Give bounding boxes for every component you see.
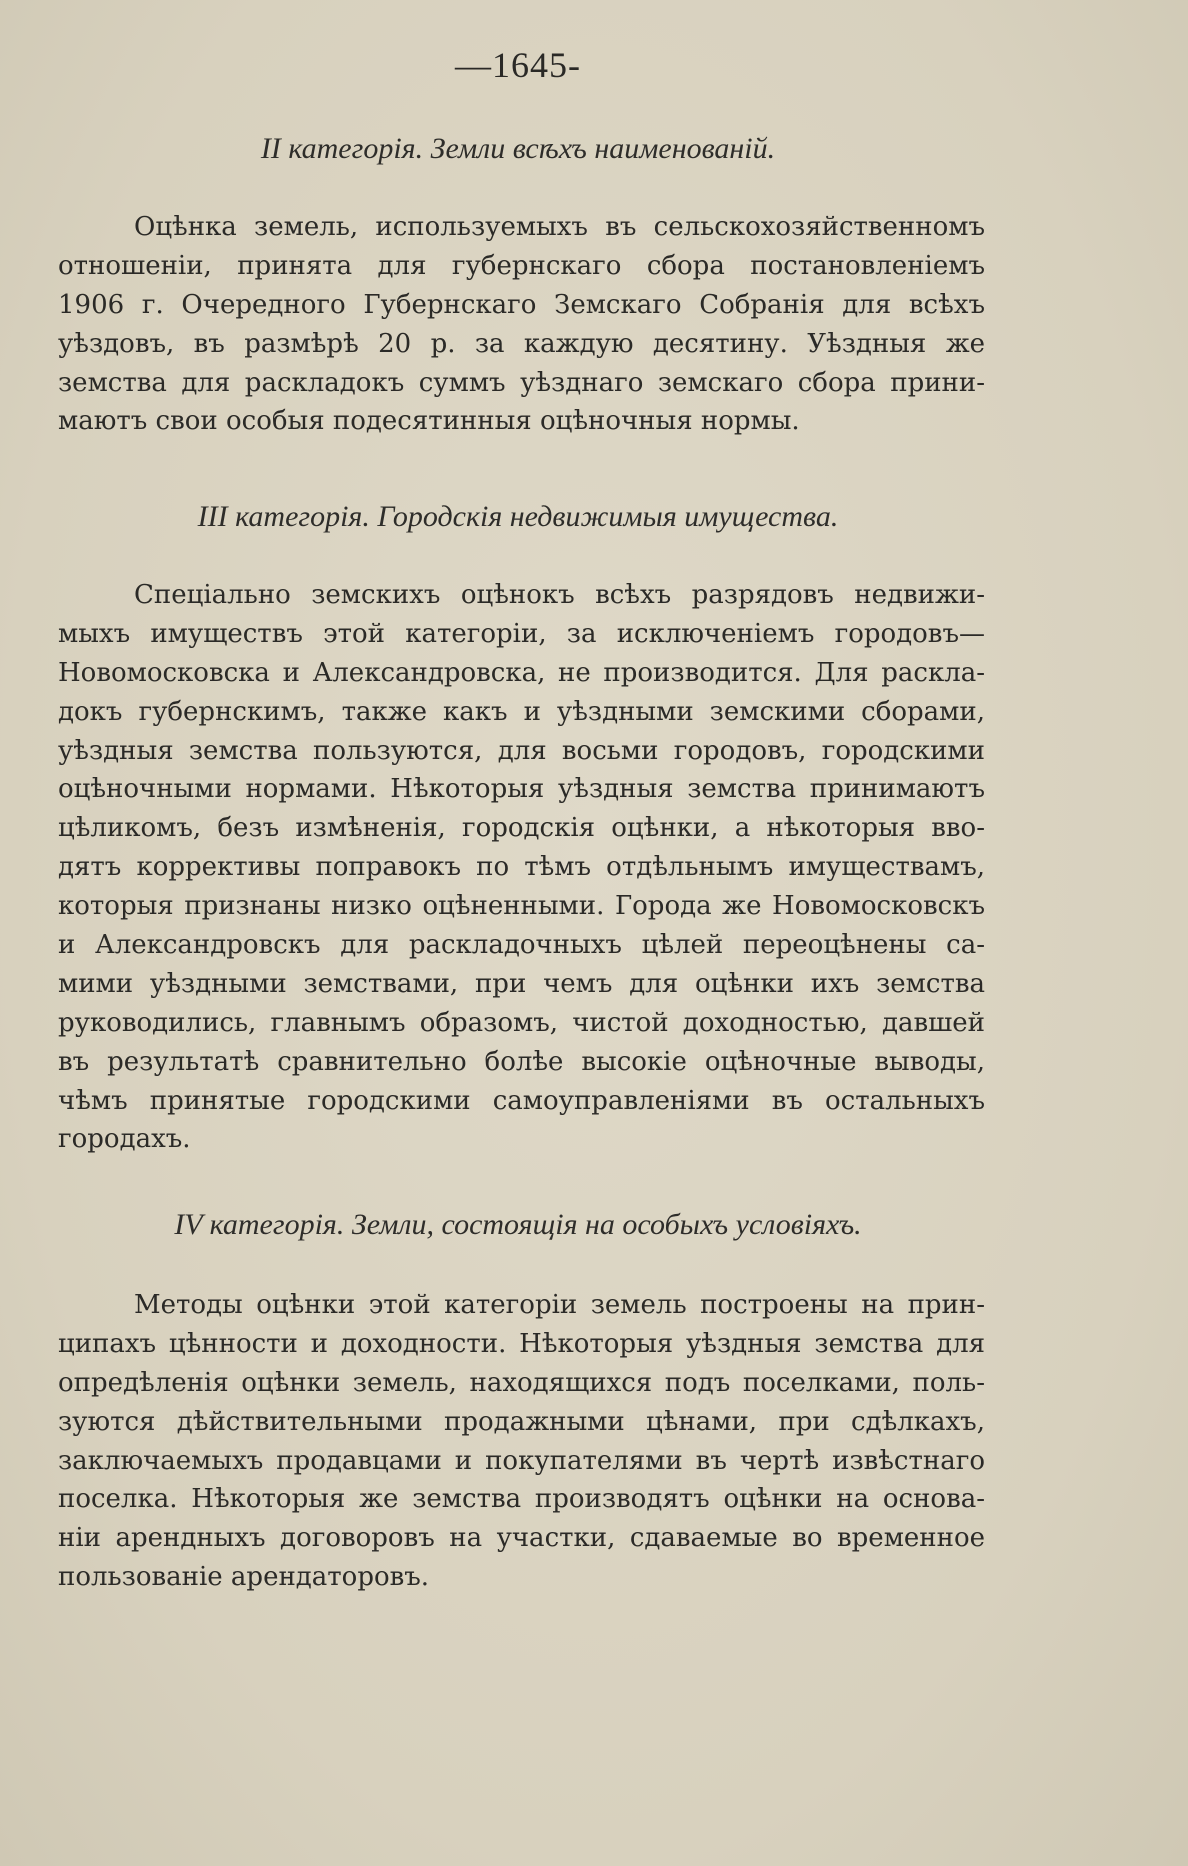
text-line: опредѣленія оцѣнки земель, находящихся подъ поселками, поль- [58, 1367, 985, 1398]
text-line: мими уѣздными земствами, при чемъ для оцѣнки ихъ земства [58, 968, 985, 999]
text-line: ципахъ цѣнности и доходности. Нѣкоторыя уѣздныя земства для [58, 1328, 985, 1359]
text-line: дятъ коррективы поправокъ по тѣмъ отдѣльнымъ имуществамъ, [58, 852, 985, 883]
text-line: ніи арендныхъ договоровъ на участки, сдаваемые во временное [58, 1523, 985, 1554]
text-line: уѣздовъ, въ размѣрѣ 20 р. за каждую десятину. Уѣздныя же [58, 328, 985, 359]
section-paragraph-iv [58, 1286, 985, 1597]
text-line: земства для раскладокъ суммъ уѣзднаго земскаго сбора прини- [58, 367, 985, 398]
text-line: 1906 г. Очередного Губернскаго Земскаго Собранія для всѣхъ [58, 289, 985, 320]
section-heading-iii: III категорія. Городскія недвижимыя имущества. [197, 500, 839, 533]
text-line: городахъ. [58, 1124, 191, 1155]
text-line: зуются дѣйствительными продажными цѣнами, при сдѣлкахъ, [58, 1406, 985, 1437]
text-line: заключаемыхъ продавцами и покупателями въ чертѣ извѣстнаго [58, 1445, 985, 1476]
text-line: Спеціально земскихъ оцѣнокъ всѣхъ разрядовъ недвижи- [134, 580, 985, 610]
text-line: въ результатѣ сравнительно болѣе высокіе оцѣночные выводы, [58, 1046, 985, 1077]
text-line: Новомосковска и Александровска, не производится. Для раскла- [58, 657, 985, 688]
section-heading-iv: IV категорія. Земли, состоящія на особыхъ условіяхъ. [174, 1208, 862, 1241]
section-heading-ii: II категорія. Земли всѣхъ наименованій. [260, 132, 776, 165]
text-line: оцѣночными нормами. Нѣкоторыя уѣздныя земства принимаютъ [58, 774, 985, 805]
text-line: и Александровскъ для раскладочныхъ цѣлей переоцѣнены са- [58, 930, 985, 961]
page-number: —1645- [455, 45, 581, 85]
text-line: пользованіе арендаторовъ. [58, 1562, 430, 1593]
text-line: Оцѣнка земель, используемыхъ въ сельскохозяйственномъ [134, 212, 985, 242]
text-line: руководились, главнымъ образомъ, чистой доходностью, давшей [58, 1007, 985, 1038]
section-paragraph-ii [58, 208, 985, 441]
text-line: уѣздныя земства пользуются, для восьми городовъ, городскими [58, 735, 985, 766]
text-line: поселка. Нѣкоторыя же земства производятъ оцѣнки на основа- [58, 1484, 985, 1515]
text-line: докъ губернскимъ, также какъ и уѣздными земскими сборами, [58, 696, 985, 727]
text-line: чѣмъ принятые городскими самоуправленіями въ остальныхъ [58, 1085, 985, 1116]
text-line: маютъ свои особыя подесятинныя оцѣночныя нормы. [58, 406, 800, 437]
text-line: мыхъ имуществъ этой категоріи, за исключеніемъ городовъ— [58, 618, 985, 649]
section-paragraph-iii [58, 576, 985, 1159]
text-line: которыя признаны низко оцѣненными. Города же Новомосковскъ [58, 891, 985, 922]
text-line: отношеніи, принята для губернскаго сбора постановленіемъ [58, 250, 985, 281]
text-line: цѣликомъ, безъ измѣненія, городскія оцѣнки, а нѣкоторыя вво- [58, 813, 985, 844]
text-line: Методы оцѣнки этой категоріи земель построены на прин- [134, 1290, 985, 1320]
